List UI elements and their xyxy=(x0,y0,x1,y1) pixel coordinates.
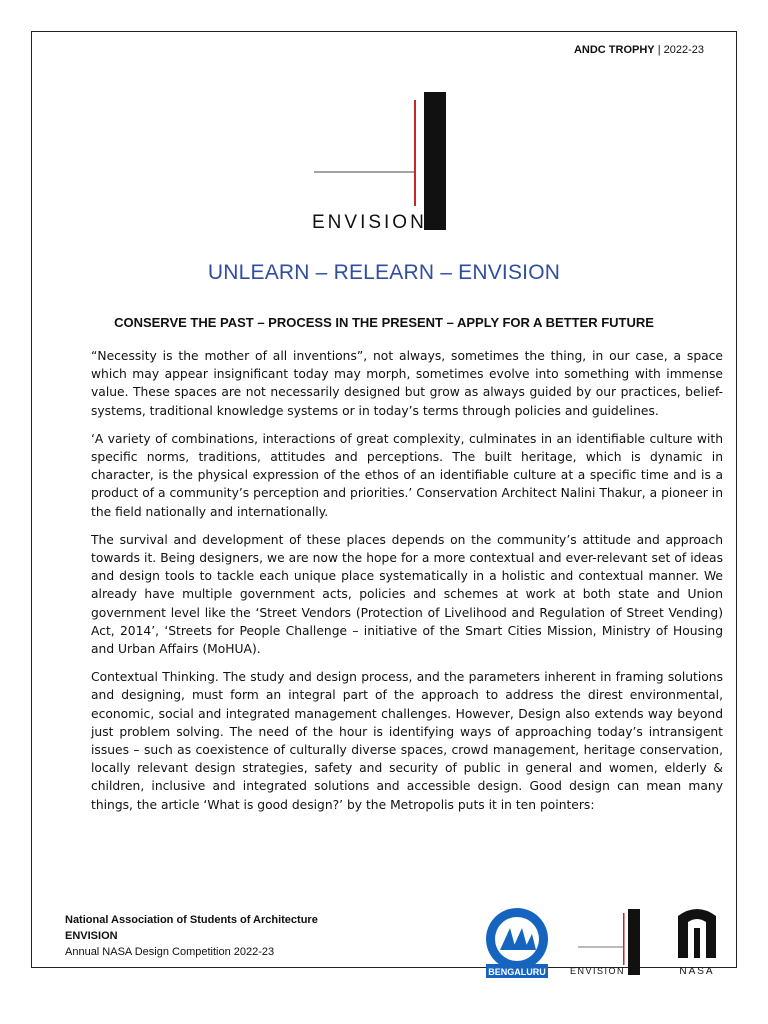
paragraph: Contextual Thinking. The study and design process, and the parameters inherent in framing solutions and designing, must form an integral part of the approach to address the direst environmental, economic, social and integrated management challenges. However, Design also extends way beyond just problem solving. The need of the hour is identifying ways of approaching today’s intransigent issues – such as coexistence of culturally diverse spaces, crowd management, heritage conservation, locally relevant design strategies, safety and security of public in general and women, elderly & children, inclusive and integrated solutions and accessible design. Good design can mean many things, the article ‘What is good design?’ by the Metropolis puts it in ten pointers: xyxy=(91,670,723,812)
header-tag xyxy=(574,44,704,56)
nasa-logo xyxy=(672,908,722,978)
page-title: UNLEARN – RELEARN – ENVISION xyxy=(207,261,561,284)
logo-wordmark: ENVISION xyxy=(312,212,427,232)
academy-logo xyxy=(482,906,552,980)
footer-organization xyxy=(65,912,318,960)
paragraph: The survival and development of these places depends on the community’s attitude and approach towards it. Being designers, we are now the hope for a more contextual and ever-relevant set of ideas and design tools to tackle each unique place systematically in a holistic and contextual manner. We already have multiple government acts, policies and schemes at work at both state and Union government level like the ‘Street Vendors (Protection of Livelihood and Regulation of Street Vending) Act, 2014’, ‘Streets for People Challenge – initiative of the Smart Cities Mission, Ministry of Housing and Urban Affairs (MoHUA). xyxy=(91,532,723,657)
envision-logo-graphic xyxy=(312,92,452,232)
academy-logo-caption: BENGALURU xyxy=(488,967,546,977)
paragraph: ‘A variety of combinations, interactions of great complexity, culminates in an identifiable culture with specific norms, traditions, attitudes and perceptions. The built heritage, which is dynamic in character, is the physical expression of the ethos of an identifiable culture at a specific time and is a product of a community’s perception and priorities.’ Conservation Architect Nalini Thakur, a pioneer in the field nationally and internationally. xyxy=(91,431,723,519)
footer-org-name: National Association of Students of Architecture xyxy=(65,914,318,926)
body-text xyxy=(91,347,723,824)
footer-competition: Annual NASA Design Competition 2022-23 xyxy=(65,946,275,958)
header-separator: | xyxy=(654,44,664,56)
paragraph: “Necessity is the mother of all inventions”, not always, sometimes the thing, in our case, a space which may appear insignificant today may morph, sometimes evolve into something with immense value. These spaces are not necessarily designed but grow as always guided by our practices, belief-systems, traditional knowledge systems or in today’s terms through policies and guidelines. xyxy=(91,349,723,418)
envision-small-wordmark: ENVISION xyxy=(570,966,626,976)
event-year: 2022-23 xyxy=(663,44,704,56)
envision-logo xyxy=(312,92,452,232)
nasa-wordmark: NASA xyxy=(679,966,715,977)
page-subtitle: CONSERVE THE PAST – PROCESS IN THE PRESENT – APPLY FOR A BETTER FUTURE xyxy=(114,315,654,330)
envision-small-logo xyxy=(568,907,644,977)
footer-program: ENVISION xyxy=(65,930,118,942)
event-name: ANDC TROPHY xyxy=(573,44,655,56)
